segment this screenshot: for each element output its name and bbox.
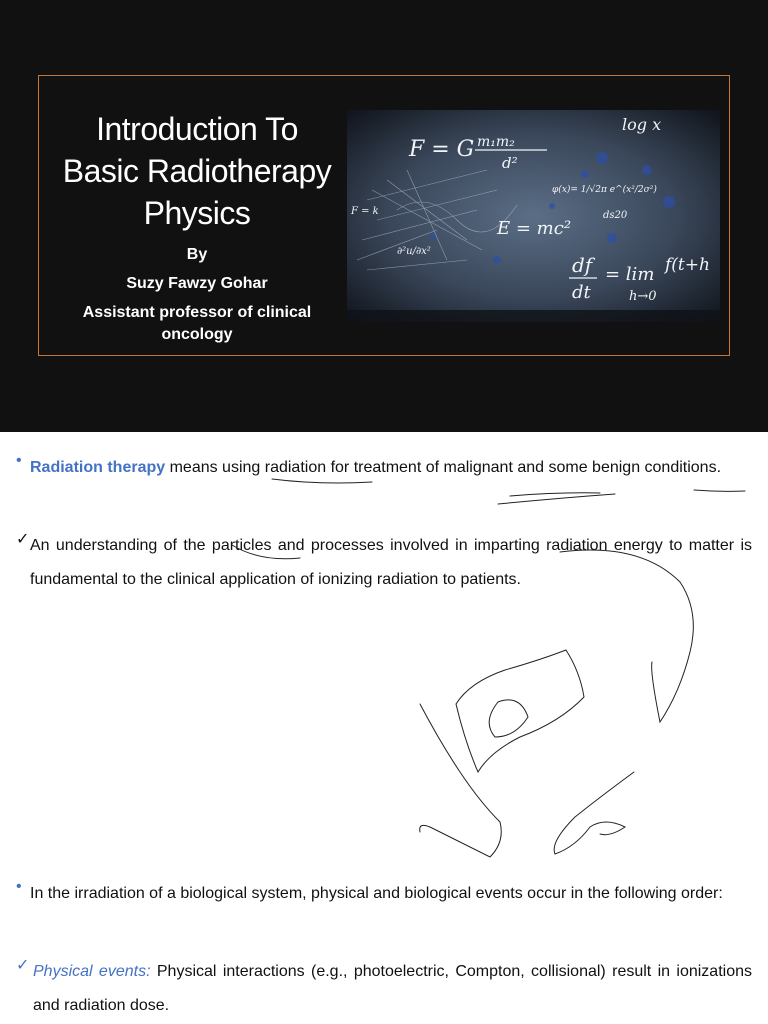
content-slide [0, 432, 768, 1024]
title-line-1: Introduction To [96, 111, 298, 147]
pen-annotations [0, 432, 768, 1024]
paragraph-4-text: Physical interactions (e.g., photoelectric, Compton, collisional) result in ionizations and radiation dose. [33, 963, 753, 1014]
formula-gravity: F = G [409, 137, 475, 162]
svg-text:m₁m₂: m₁m₂ [477, 134, 515, 150]
slide-title [48, 108, 346, 234]
term-physical-events: Physical events: [33, 963, 151, 980]
check-icon: ✓ [16, 531, 30, 548]
chalkboard-image [347, 110, 720, 322]
svg-text:h→0: h→0 [629, 289, 657, 304]
svg-text:f(t+h: f(t+h [665, 255, 710, 275]
byline [48, 244, 346, 346]
check-icon: ✓ [16, 957, 30, 974]
paragraph-1-text: means using radiation for treatment of malignant and some benign conditions. [165, 459, 722, 476]
paragraph-2-text: An understanding of the particles and processes involved in imparting radiation energy to matter is fundamental to the clinical application of ionizing radiation to patients. [30, 537, 752, 588]
paragraph-3-text: In the irradiation of a biological system, physical and biological events occur in the following order: [30, 885, 723, 902]
bullet-dot: • [16, 878, 22, 895]
chalkboard-illustration [347, 110, 720, 322]
term-radiation-therapy: Radiation therapy [30, 459, 166, 476]
by-label: By [186, 246, 208, 263]
author-name: Suzy Fawzy Gohar [126, 275, 268, 292]
title-line-3: Physics [143, 195, 251, 231]
svg-text:φ(x)= 1/√2π e^(x²/2σ²): φ(x)= 1/√2π e^(x²/2σ²) [552, 185, 657, 195]
formula-energy: E = mc² [497, 218, 572, 239]
svg-text:∂²u/∂x²: ∂²u/∂x² [397, 246, 431, 257]
svg-text:dt: dt [572, 282, 591, 303]
author-position: Assistant professor of clinical oncology [82, 304, 312, 343]
svg-text:log x: log x [622, 115, 662, 134]
svg-text:F = k: F = k [351, 206, 379, 217]
bullet-dot: • [16, 452, 22, 469]
title-line-2: Basic Radiotherapy [62, 153, 332, 189]
svg-text:d²: d² [502, 154, 518, 172]
svg-text:= lim: = lim [605, 264, 655, 285]
formula-derivative: df [572, 253, 593, 277]
svg-text:ds20: ds20 [603, 210, 628, 221]
